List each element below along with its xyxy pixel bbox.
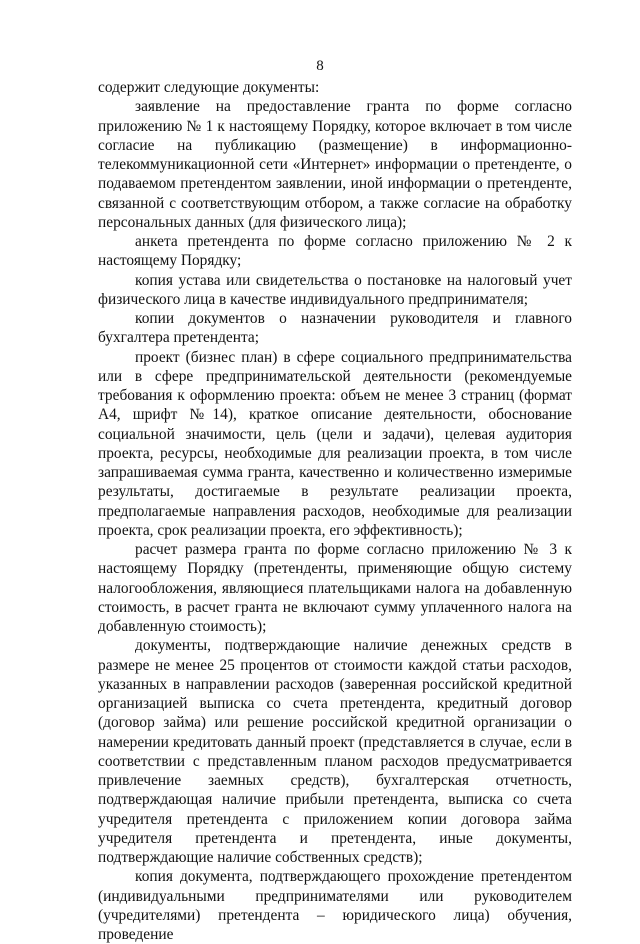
paragraph-application: заявление на предоставление гранта по форме согласно приложению № 1 к настоящему Порядку, которое включает в том числе согласие на публикацию (размещение) в информационно-телекоммуникационной сети «Интернет» информации о претенденте, о подаваемом претендентом заявлении, иной информации о претенденте, связанной с соответствующим отбором, а также согласие на обработку персональных данных (для физического лица); xyxy=(98,98,572,231)
paragraph-charter-copy: копия устава или свидетельства о постановке на налоговый учет физического лица в качестве индивидуального предпринимателя; xyxy=(98,271,572,308)
paragraph-appointment-copies: копии документов о назначении руководителя и главного бухгалтера претендента; xyxy=(98,310,572,347)
paragraph-intro: содержит следующие документы: xyxy=(98,79,320,96)
page-number: 8 xyxy=(316,58,324,74)
paragraph-grant-calculation: расчет размера гранта по форме согласно приложению № 3 к настоящему Порядку (претенденты, применяющие общую систему налогообложения, являющиеся плательщиками налога на добавленную стоимость, в расчет гранта не включают сумму уплаченного налога на добавленную стоимость); xyxy=(98,541,572,635)
paragraph-funds-documents: документы, подтверждающие наличие денежных средств в размере не менее 25 процентов от стоимости каждой статьи расходов, указанных в направлении расходов (заверенная российской кредитной организацией выписка со счета претендента, кредитный договор (договор займа) или решение российской кредитной организации о намерении кредитовать данный проект (представляется в случае, если в соответствии с представленным планом расходов предусматривается привлечение заемных средств), бухгалтерская отчетность, подтверждающая наличие прибыли претендента, выписка со счета учредителя претендента с приложением копии договора займа учредителя претендента и претендента, иные документы, подтверждающие наличие собственных средств); xyxy=(98,637,572,866)
paragraph-training-certificate: копия документа, подтверждающего прохождение претендентом (индивидуальными предпринимателями или руководителем (учредителями) претендента – юридического лица) обучения, проведение xyxy=(98,868,572,943)
paragraph-business-plan: проект (бизнес план) в сфере социального предпринимательства или в сфере предпринимательской деятельности (рекомендуемые требования к оформлению проекта: объем не менее 3 страниц (формат А4, шрифт №14), краткое описание деятельности, обоснование социальной значимости, цель (цели и задачи), целевая аудитория проекта, ресурсы, необходимые для реализации проекта, в том числе запрашиваемая сумма гранта, качественно и количественно измеримые результаты, достигаемые в результате реализации проекта, предполагаемые направления расходов, необходимые для реализации проекта, срок реализации проекта, его эффективность); xyxy=(98,348,572,539)
document-body xyxy=(98,78,572,944)
paragraph-questionnaire: анкета претендента по форме согласно приложению № 2 к настоящему Порядку; xyxy=(98,233,572,270)
